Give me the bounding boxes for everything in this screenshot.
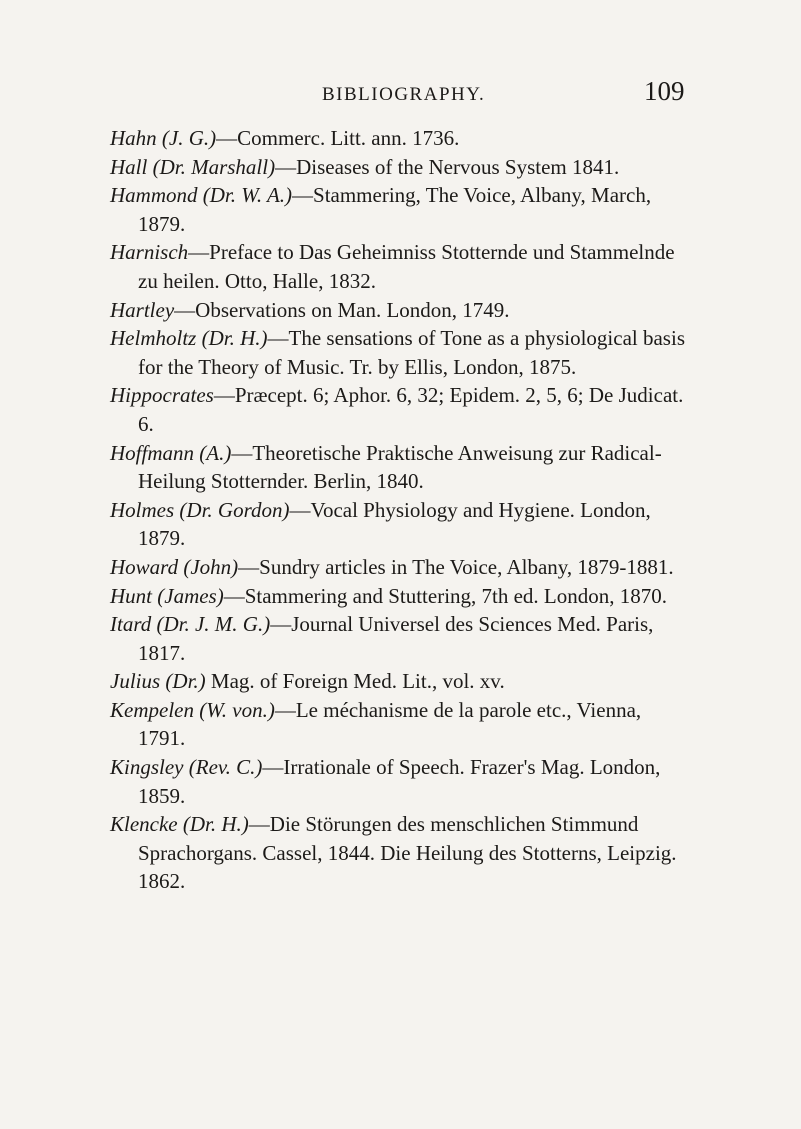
page-number: 109 (644, 76, 685, 106)
entry-author: Hall (110, 154, 148, 179)
entry-text: —Preface to Das Geheimniss Stotternde und Stammelnde zu heilen. Otto, Halle, 1832. (138, 240, 675, 293)
entry-author: Itard (110, 612, 152, 637)
entry-author: Kempelen (110, 697, 194, 722)
entry-text: —Præcept. 6; Aphor. 6, 32; Epidem. 2, 5, 6; De Judicat. 6. (138, 383, 684, 436)
bibliography-list (110, 124, 692, 896)
entry-text: —Journal Universel des Sciences Med. Paris, 1817. (138, 612, 654, 665)
bibliography-entry (110, 124, 692, 153)
bibliography-entry (110, 696, 692, 753)
entry-qualifier: (Dr. Marshall) (152, 154, 276, 179)
entry-qualifier: (J. G.) (161, 126, 217, 150)
bibliography-entry (110, 496, 692, 553)
entry-author: Klencke (110, 812, 178, 837)
entry-qualifier: (Dr. Gordon) (179, 497, 290, 522)
bibliography-entry (110, 181, 692, 238)
running-title: BIBLIOGRAPHY. (322, 84, 486, 105)
bibliography-entry (110, 296, 692, 325)
entry-text: —Sundry articles in The Voice, Albany, 1879-1881. (238, 554, 674, 579)
entry-text: —Commerc. Litt. ann. 1736. (216, 126, 460, 150)
entry-text: —Vocal Physiology and Hygiene. London, 1879. (138, 497, 651, 551)
entry-author: Howard (110, 554, 179, 579)
entry-qualifier: (Dr. J. M. G.) (156, 612, 271, 637)
entry-author: Hoffmann (110, 440, 194, 465)
entry-author: Hahn (110, 126, 157, 150)
bibliography-entry (110, 553, 692, 582)
entry-author: Hunt (110, 583, 152, 608)
entry-text: —Die Störungen des menschlichen Stimmund Sprachorgans. Cassel, 1844. Die Heilung des Stotterns, Leipzig. 1862. (138, 812, 677, 894)
bibliography-entry (110, 582, 692, 611)
bibliography-entry (110, 238, 692, 295)
entry-qualifier: (Dr. H.) (201, 326, 268, 351)
entry-author: Kingsley (110, 755, 184, 780)
bibliography-entry (110, 753, 692, 810)
bibliography-entry (110, 667, 692, 696)
entry-text: —Irrationale of Speech. Frazer's Mag. London, 1859. (138, 755, 661, 808)
entry-text: —Stammering and Stuttering, 7th ed. London, 1870. (223, 583, 668, 608)
entry-text: —Le méchanisme de la parole etc., Vienna, 1791. (138, 697, 642, 751)
bibliography-entry (110, 610, 692, 667)
entry-text: —Observations on Man. London, 1749. (174, 297, 510, 322)
entry-author: Julius (110, 669, 161, 694)
entry-qualifier: (Dr. H.) (182, 812, 249, 837)
entry-text: —Theoretische Praktische Anweisung zur Radical-Heilung Stotternder. Berlin, 1840. (138, 440, 662, 494)
entry-author: Harnisch (110, 240, 189, 265)
entry-qualifier: (John) (183, 554, 239, 579)
bibliography-entry (110, 810, 692, 896)
entry-author: Helmholtz (110, 326, 197, 351)
entry-text: —The sensations of Tone as a physiological basis for the Theory of Music. Tr. by Ellis, London, 1875. (138, 326, 685, 379)
page-header (0, 76, 801, 110)
entry-qualifier: (Rev. C.) (188, 755, 263, 780)
entry-text: —Stammering, The Voice, Albany, March, 1879. (138, 183, 652, 236)
entry-author: Hartley (110, 297, 175, 322)
bibliography-entry (110, 439, 692, 496)
entry-author: Holmes (110, 497, 175, 522)
entry-qualifier: (Dr.) (165, 669, 206, 694)
entry-qualifier: (Dr. W. A.) (202, 183, 293, 208)
bibliography-entry (110, 324, 692, 381)
entry-qualifier: (W. von.) (199, 697, 275, 722)
entry-qualifier: (James) (157, 583, 224, 608)
bibliography-entry (110, 153, 692, 182)
entry-author: Hammond (110, 183, 198, 208)
entry-author: Hippocrates (110, 383, 214, 408)
entry-qualifier: (A.) (199, 440, 232, 465)
entry-text: —Diseases of the Nervous System 1841. (275, 154, 620, 179)
bibliography-entry (110, 381, 692, 438)
entry-text: Mag. of Foreign Med. Lit., vol. xv. (205, 669, 505, 694)
